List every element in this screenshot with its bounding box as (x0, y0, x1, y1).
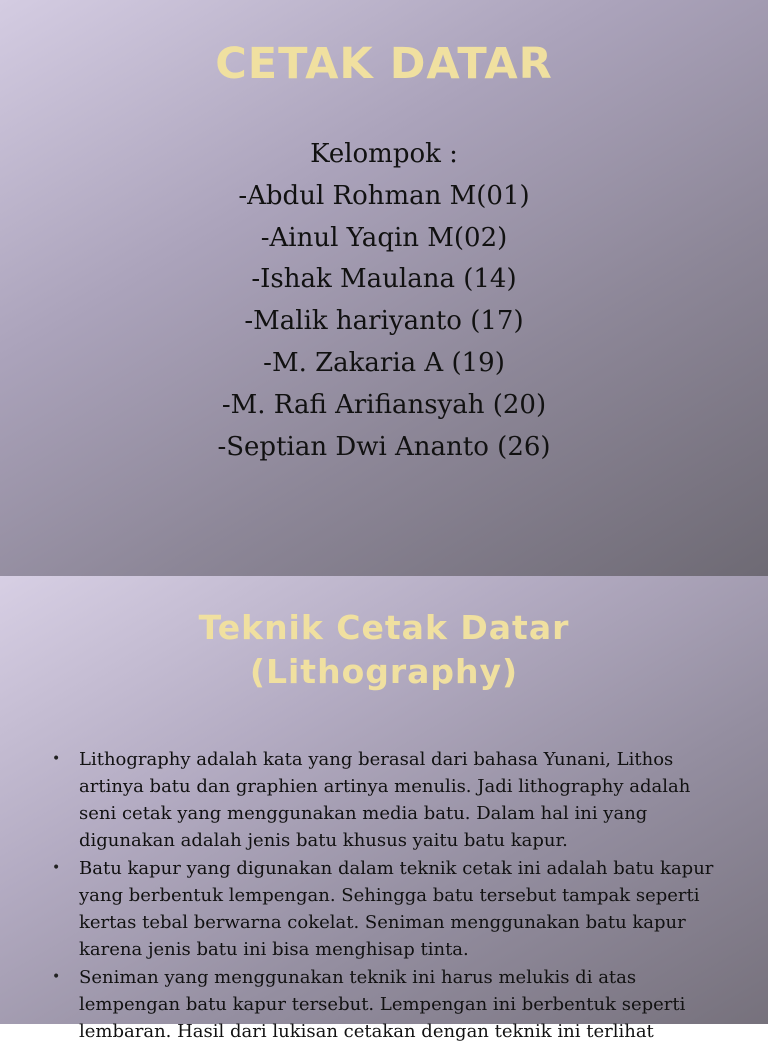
slide-2-title-line-1: Teknik Cetak Datar (198, 608, 570, 647)
bullet-item (52, 964, 732, 1045)
member-item: -Septian Dwi Ananto (26) (217, 431, 551, 462)
bullet-icon: • (52, 969, 61, 985)
bullet-item (52, 855, 732, 963)
member-item: -Ishak Maulana (14) (251, 264, 517, 295)
slide-2-title (0, 606, 768, 694)
group-members-list (0, 134, 768, 468)
member-item: -M. Zakaria A (19) (263, 347, 505, 378)
bullet-icon: • (52, 751, 61, 767)
bullet-text: Batu kapur yang digunakan dalam teknik cetak ini adalah batu kapur yang berbentuk lempengan. Sehingga batu tersebut tampak seperti kertas tebal berwarna cokelat. Seniman menggunakan batu kapur karena jenis batu ini bisa menghisap tinta. (79, 858, 714, 960)
member-item: -M. Rafi Arifiansyah (20) (221, 389, 547, 420)
group-label: Kelompok : (310, 139, 458, 169)
member-item: -Ainul Yaqin M(02) (260, 222, 508, 253)
slide-2-title-line-2: (Lithography) (249, 652, 519, 691)
bullet-list (52, 746, 732, 1046)
bullet-text: Seniman yang menggunakan teknik ini harus melukis di atas lempengan batu kapur tersebut. Lempengan ini berbentuk seperti lembaran. Hasil dari lukisan cetakan dengan teknik ini terlihat (79, 967, 686, 1042)
member-item: -Abdul Rohman M(01) (238, 180, 530, 211)
slide-1-title: CETAK DATAR (215, 39, 553, 89)
bullet-icon: • (52, 860, 61, 876)
bullet-item (52, 746, 732, 854)
slide-2 (0, 576, 768, 1042)
member-item: -Malik hariyanto (17) (244, 306, 524, 337)
bullet-text: Lithography adalah kata yang berasal dari bahasa Yunani, Lithos artinya batu dan graphien artinya menulis. Jadi lithography adalah seni cetak yang menggunakan media batu. Dalam hal ini yang digunakan adalah jenis batu khusus yaitu batu kapur. (79, 749, 691, 851)
